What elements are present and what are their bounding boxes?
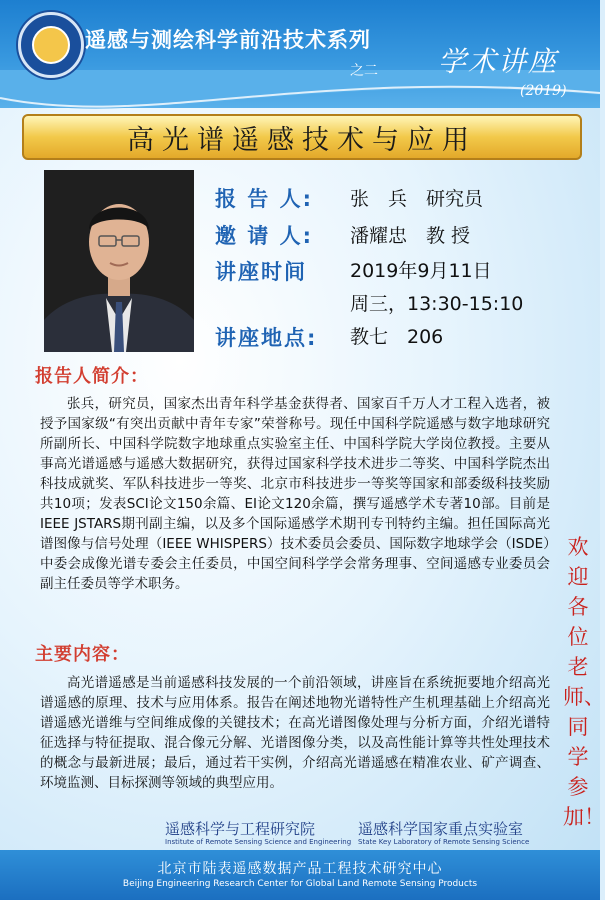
welcome-message: 欢迎各位老师、同学参加！ xyxy=(563,535,605,829)
place-label: 讲座地点: xyxy=(215,326,318,350)
org2-english: State Key Laboratory of Remote Sensing Science xyxy=(358,838,530,846)
org1-english: Institute of Remote Sensing Science and Engineering xyxy=(165,838,352,846)
lecture-title: 高光谱遥感技术与应用 xyxy=(127,124,477,156)
speaker-label: 报 告 人: xyxy=(215,187,314,211)
inviter-label: 邀 请 人: xyxy=(215,224,314,248)
speaker-portrait-icon xyxy=(44,170,194,352)
time-slot: 周三，13:30-15:10 xyxy=(350,293,524,315)
bio-text: 张兵，研究员，国家杰出青年科学基金获得者、国家百千万人才工程入选者，被授予国家级“有突出贡献中青年专家”荣誉称号。现任中国科学院遥感与数字地球研究所副所长、中国科学院数字地球重点实验室主任、中国科学院大学岗位教授。主要从事高光谱遥感与遥感大数据研究，获得过国家科学技术进步二等奖、中国科学院杰出科技成就奖、军队科技进步一等奖、北京市科技进步一等奖等国家和部委级科技奖励共10项；发表SCI论文150余篇、EI论文120余篇，撰写遥感学术专著10部。目前是IEEE JSTARS期刊副主编，以及多个国际遥感学术期刊专刊特约主编。担任国际高光谱图像与信号处理（IEEE WHISPERS）技术委员会委员、国际数字地球学会（ISDE）中委会成像光谱专委会主任委员，中国空间科学学会常务理事、空间遥感专业委员会副主任委员等学术职务。 xyxy=(40,396,550,592)
org1-name: 遥感科学与工程研究院 xyxy=(165,820,316,838)
center-name: 北京市陆表遥感数据产品工程技术研究中心 xyxy=(157,861,443,877)
center-english: Beijing Engineering Research Center for Global Land Remote Sensing Products xyxy=(122,879,478,889)
title-bar xyxy=(22,114,582,160)
speaker-photo xyxy=(44,170,194,352)
series-title: 遥感与测绘科学前沿技术系列 xyxy=(85,28,371,52)
bio-heading: 报告人简介： xyxy=(35,366,149,387)
speaker-value: 张 兵 研究员 xyxy=(350,188,484,210)
time-date: 2019年9月11日 xyxy=(350,260,492,282)
content-text: 高光谱遥感是当前遥感科技发展的一个前沿领域，讲座旨在系统扼要地介绍高光谱遥感的原理、技术与应用体系。报告在阐述地物光谱特性产生机理基础上介绍高光谱遥感光谱维与空间维成像的关键技术；在高光谱图像处理与分析方面，介绍光谱特征选择与特征提取、混合像元分解、光谱图像分类，以及高性能计算等共性处理技术的概念与最新进展；最后，通过若干实例，介绍高光谱遥感在精准农业、矿产调查、环境监测、目标探测等领域的典型应用。 xyxy=(40,675,550,791)
content-heading: 主要内容： xyxy=(35,644,130,665)
inviter-value: 潘耀忠 教 授 xyxy=(350,225,471,247)
logo-emblem-icon xyxy=(32,26,70,64)
org2-name: 遥感科学国家重点实验室 xyxy=(358,820,524,838)
lecture-year: (2019) xyxy=(520,83,567,99)
time-label: 讲座时间 xyxy=(215,260,307,284)
series-subtitle: 之二 xyxy=(350,63,378,79)
place-value: 教七 206 xyxy=(350,326,444,348)
university-logo xyxy=(18,12,84,78)
lecture-type: 学术讲座 xyxy=(438,45,559,78)
